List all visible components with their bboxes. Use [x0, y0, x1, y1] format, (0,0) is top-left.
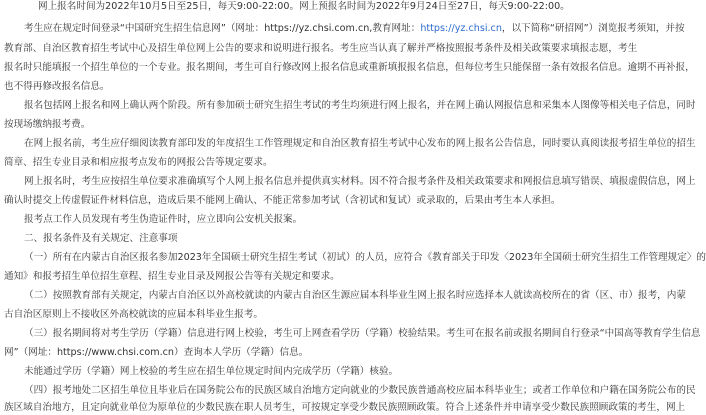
text-line: 网”（网址：https://www.chsi.com.cn）查询本人学历（学籍）信息。: [4, 347, 309, 358]
text-line: （一）所有在内蒙古自治区报名参加2023年全国硕士研究生招生考试（初试）的人员，应符合《教育部关于印发〈2023年全国硕士研究生招生工作管理规定〉的: [24, 252, 706, 263]
text-line: （二）按照教育部有关规定，内蒙古自治区以外高校就读的内蒙古自治区生源应届本科毕业生网上报名时应选择本人就读高校所在的省（区、市）报考，内蒙: [24, 290, 686, 301]
text-line: 未能通过学历（学籍）网上校验的考生应在招生单位规定时间内完成学历（学籍）核验。: [24, 366, 399, 377]
text-line: 网上报名时，考生应按招生单位要求准确填写个人网上报名信息并提供真实材料。因不符合报考条件及相关政策要求和网报信息填写错误、填报虚假信息，网上: [24, 176, 696, 187]
text-segment: ，以下简称“研招网”）浏览报考须知，并按: [501, 23, 685, 34]
section-heading: 二、报名条件及有关规定、注意事项: [24, 233, 178, 244]
text-line: 简章、招生专业目录和相应报考点发布的网报公告等规定要求。: [4, 157, 273, 168]
text-line: 通知》和报考招生单位招生章程、招生专业目录及网报公告等有关规定和要求。: [4, 271, 340, 282]
text-segment: 考生应在规定时间登录“中国研究生招生信息网”（网址：https://yz.chsi.com.cn,教育网址：: [24, 23, 421, 34]
text-line: 报考点工作人员发现有考生伪造证件时，应立即向公安机关报案。: [24, 214, 303, 225]
edu-site-link[interactable]: https://yz.chsi.cn: [420, 23, 502, 34]
text-line: （三）报名期间将对考生学历（学籍）信息进行网上校验，考生可上网查看学历（学籍）校验结果。考生可在报名前或报名期间自行登录“中国高等教育学生信息: [24, 328, 701, 339]
text-line: 报名时只能填报一个招生单位的一个专业。报名期间，考生可自行修改网上报名信息或重新填报报名信息，但每位考生只能保留一条有效报名信息。逾期不再补报，: [4, 62, 695, 73]
text-line: [24, 22, 685, 36]
text-line: 在网上报名前，考生应仔细阅读教育部印发的年度招生工作管理规定和自治区教育招生考试中心发布的网上报名公告信息，同时要认真阅读报考招生单位的招生: [24, 138, 696, 149]
text-line: 族区域自治地方，且定向就业单位为原单位的少数民族在职人员考生，可按规定享受少数民族照顾政策。符合上述条件并申请享受少数民族照顾政策的考生，网上: [4, 402, 686, 413]
text-line: 古自治区原则上不接收区外高校就读的应届本科毕业生报考。: [4, 309, 264, 320]
text-line: 教育部、自治区教育招生考试中心及招生单位网上公告的要求和说明进行报名。考生应当认真了解并严格按照报考条件及相关政策要求填报志愿，考生: [4, 43, 638, 54]
text-line: 网上报名时间为2022年10月5日至25日，每天9:00-22:00。网上预报名时间为2022年9月24日至27日，每天9:00-22:00。: [38, 1, 570, 12]
text-line: 也不得再修改报名信息。: [4, 81, 110, 92]
text-line: 确认时提交上传虚假证件材料信息，造成后果不能网上确认、不能正常参加考试（含初试和复试）或录取的，后果由考生本人承担。: [4, 195, 561, 206]
text-line: 按现场缴纳报考费。: [4, 119, 91, 130]
text-line: 报名包括网上报名和网上确认两个阶段。所有参加硕士研究生招生考试的考生均须进行网上报名，并在网上确认网报信息和采集本人图像等相关电子信息，同时: [24, 100, 696, 111]
text-line: （四）报考地处二区招生单位且毕业后在国务院公布的民族区域自治地方定向就业的少数民族普通高校应届本科毕业生；或者工作单位和户籍在国务院公布的民: [24, 385, 696, 396]
